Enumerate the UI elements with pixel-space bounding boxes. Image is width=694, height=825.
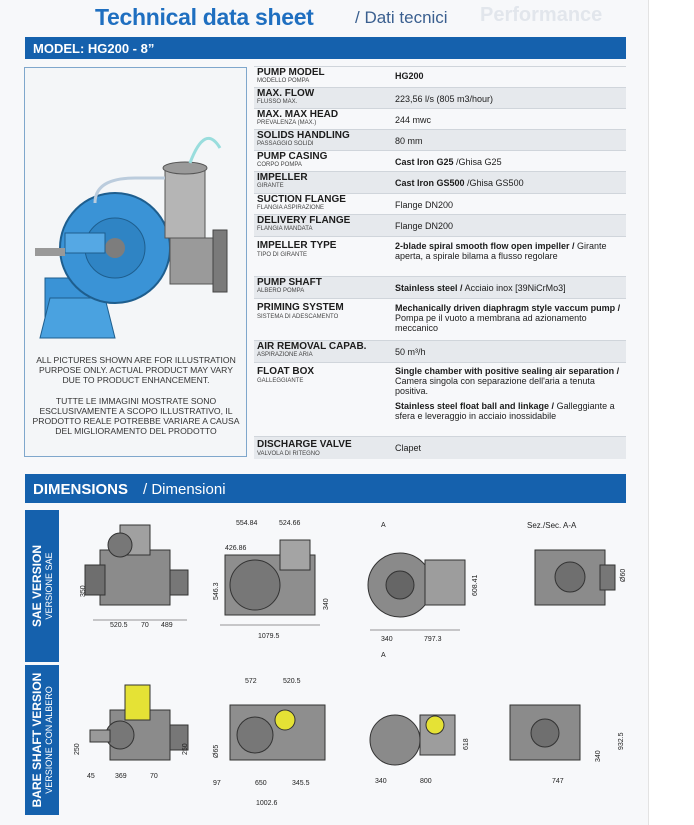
page-subtitle: / Dati tecnici	[355, 8, 448, 27]
spec-label: AIR REMOVAL CAPAB.	[257, 341, 367, 352]
sae-front-drawing	[210, 525, 340, 630]
dim-label: 1079.5	[258, 633, 280, 640]
spec-sublabel: GIRANTE	[257, 183, 284, 189]
spec-value-en: 2-blade spiral smooth flow open impeller /	[395, 241, 575, 251]
spec-value	[395, 283, 623, 293]
dimensions-title: DIMENSIONS	[33, 481, 129, 498]
spec-sublabel: VALVOLA DI RITEGNO	[257, 451, 320, 457]
spec-label: PRIMING SYSTEM	[257, 302, 344, 313]
spec-row-casing	[254, 150, 626, 171]
page-title: Technical data sheet	[95, 4, 314, 30]
sae-label-en: SAE VERSION	[30, 544, 44, 628]
section-marker: A	[381, 652, 386, 659]
spec-row-air-removal	[254, 340, 626, 362]
dim-label: 546.3	[213, 582, 220, 600]
bare-front-drawing	[215, 690, 340, 770]
spec-value-en: Stainless steel float ball and linkage /	[395, 401, 555, 411]
model-bar-label: MODEL: HG200 - 8”	[33, 41, 155, 56]
spec-sublabel: PREVALENZA (MAX.)	[257, 120, 317, 126]
spec-sublabel: ALBERO POMPA	[257, 288, 305, 294]
spec-value: Flange DN200	[395, 221, 454, 231]
dim-label: 608.41	[472, 574, 479, 596]
sae-label-it: VERSIONE SAE	[44, 552, 54, 620]
bare-version-label	[30, 673, 54, 808]
spec-label: PUMP CASING	[257, 151, 328, 162]
dim-label: 350	[80, 585, 87, 597]
spec-value: Clapet	[395, 443, 422, 453]
spec-label: PUMP MODEL	[257, 67, 325, 78]
product-image-box	[24, 67, 247, 457]
spec-row-delivery-flange	[254, 214, 626, 236]
bare-label-it: VERSIONE CON ALBERO	[44, 686, 54, 794]
spec-sublabel: GALLEGGIANTE	[257, 378, 304, 384]
spec-row-float-box	[254, 362, 626, 436]
dim-label: 340	[595, 750, 602, 762]
spec-value: HG200	[395, 71, 424, 81]
sae-section-drawing	[365, 530, 485, 635]
spec-sublabel: FLANGIA MANDATA	[257, 226, 313, 232]
bare-section-aa-drawing	[505, 695, 595, 770]
dim-label: 250	[182, 743, 189, 755]
spec-value	[395, 241, 623, 261]
spec-value-it: Girante aperta, a spirale bilama a flusso regolare	[395, 241, 607, 261]
dim-label: 524.66	[279, 520, 301, 527]
dim-label: 345.5	[292, 780, 310, 787]
sae-version-label	[30, 545, 54, 627]
dim-label: 520.5	[283, 678, 301, 685]
spec-value-en: Single chamber with positive sealing air separation /	[395, 366, 620, 376]
dim-label: 426.86	[225, 545, 247, 552]
dim-label: 650	[255, 780, 267, 787]
bare-section-drawing	[365, 695, 475, 775]
section-marker: A	[381, 522, 386, 529]
spec-value	[395, 157, 623, 167]
sae-side-drawing	[75, 515, 195, 630]
disclaimer-italian: TUTTE LE IMMAGINI MOSTRATE SONO ESCLUSIVAMENTE A SCOPO ILLUSTRATIVO, IL PRODOTTO REALE POTREBBE VARIARE A CAUSA DEL MIGLIORAMENTO DEL PRODOTTO	[32, 396, 240, 436]
spec-value: 244 mwc	[395, 115, 432, 125]
dim-label: 932.5	[618, 732, 625, 750]
disclaimer-english: ALL PICTURES SHOWN ARE FOR ILLUSTRATION PURPOSE ONLY. ACTUAL PRODUCT MAY VARY DUE TO PRODUCT ENHANCEMENT.	[36, 355, 236, 385]
spec-row-solids	[254, 129, 626, 150]
spec-value-en: Cast Iron GS500	[395, 178, 465, 188]
bare-side-drawing	[80, 680, 195, 775]
dim-label: 572	[245, 678, 257, 685]
dim-label: 489	[161, 622, 173, 629]
spec-value-secondary	[395, 401, 623, 421]
spec-value-it: Galleggiante a sfera e leveraggio in acciaio inossidabile	[395, 401, 615, 421]
spec-label: SUCTION FLANGE	[257, 194, 346, 205]
dim-label: 70	[141, 622, 149, 629]
dimensions-title-it: / Dimensioni	[143, 481, 226, 498]
spec-value-en: Stainless steel /	[395, 283, 463, 293]
spec-value-it: Pompa pe il vuoto a membrana ad azionamento meccanico	[395, 313, 587, 333]
dim-label: Ø60	[620, 568, 627, 582]
bare-shaft-version-tab	[25, 665, 59, 815]
spec-sublabel: MODELLO POMPA	[257, 78, 310, 84]
spec-table	[254, 66, 626, 459]
spec-sublabel: FLUSSO MAX.	[257, 99, 298, 105]
spec-label: DISCHARGE VALVE	[257, 439, 352, 450]
spec-value-it: /Ghisa GS500	[467, 178, 524, 188]
spec-row-suction-flange	[254, 193, 626, 214]
spec-row-max-head	[254, 108, 626, 129]
dim-label: 250	[74, 743, 81, 755]
dim-label: 70	[150, 773, 158, 780]
sae-section-aa-drawing	[525, 535, 625, 625]
dim-label: 618	[463, 738, 470, 750]
model-bar	[25, 37, 626, 59]
pump-illustration	[35, 108, 240, 378]
dim-label: 340	[381, 636, 393, 643]
dim-label: 369	[115, 773, 127, 780]
spec-value-en: Mechanically driven diaphragm style vaccum pump /	[395, 303, 621, 313]
sae-version-tab	[25, 510, 59, 662]
spec-label: SOLIDS HANDLING	[257, 130, 350, 141]
dim-label: 747	[552, 778, 564, 785]
spec-sublabel: PASSAGGIO SOLIDI	[257, 141, 314, 147]
spec-value: 50 m³/h	[395, 347, 426, 357]
dim-label: 520.5	[110, 622, 128, 629]
spec-value: 223,56 l/s (805 m3/hour)	[395, 94, 494, 104]
spec-value	[395, 178, 623, 188]
dim-label: 797.3	[424, 636, 442, 643]
spec-value-it: Camera singola con separazione dell'aria a tenuta positiva.	[395, 376, 595, 396]
spec-sublabel: ASPIRAZIONE ARIA	[257, 352, 313, 358]
dim-label: 97	[213, 780, 221, 787]
spec-value	[395, 366, 623, 396]
spec-sublabel: SISTEMA DI ADESCAMENTO	[257, 314, 339, 320]
dim-label: 800	[420, 778, 432, 785]
spec-sublabel: TIPO DI GIRANTE	[257, 252, 308, 258]
spec-label: DELIVERY FLANGE	[257, 215, 351, 226]
spec-row-impeller	[254, 171, 626, 193]
spec-sublabel: CORPO POMPA	[257, 162, 302, 168]
spec-label: MAX. FLOW	[257, 88, 315, 99]
section-label: Sez./Sec. A-A	[527, 521, 577, 530]
spec-value: 80 mm	[395, 136, 423, 146]
spec-row-impeller-type	[254, 236, 626, 276]
spec-label: IMPELLER TYPE	[257, 240, 337, 251]
spec-row-discharge-valve	[254, 436, 626, 459]
spec-row-max-flow	[254, 87, 626, 108]
spec-value-en: Cast Iron G25	[395, 157, 454, 167]
ghost-heading: Performance	[480, 4, 603, 26]
dim-label: 554.84	[236, 520, 258, 527]
spec-row-pump-model	[254, 66, 626, 87]
spec-label: PUMP SHAFT	[257, 277, 322, 288]
spec-row-pump-shaft	[254, 276, 626, 298]
dim-label: 340	[375, 778, 387, 785]
spec-row-priming	[254, 298, 626, 340]
spec-label: MAX. MAX HEAD	[257, 109, 339, 120]
spec-label: IMPELLER	[257, 172, 308, 183]
spec-value: Flange DN200	[395, 200, 454, 210]
dim-label: Ø65	[213, 744, 220, 758]
spec-label: FLOAT BOX	[257, 366, 315, 377]
spec-value	[395, 303, 623, 333]
spec-value-it: Acciaio inox [39NiCrMo3]	[464, 283, 566, 293]
dim-label: 45	[87, 773, 95, 780]
spec-value-it: /Ghisa G25	[456, 157, 502, 167]
bare-label-en: BARE SHAFT VERSION	[30, 672, 44, 808]
dim-label: 340	[323, 598, 330, 610]
spec-sublabel: FLANGIA ASPIRAZIONE	[257, 205, 325, 211]
dimensions-bar	[25, 474, 626, 503]
dim-label: 1002.6	[256, 800, 278, 807]
page-margin	[648, 0, 694, 825]
